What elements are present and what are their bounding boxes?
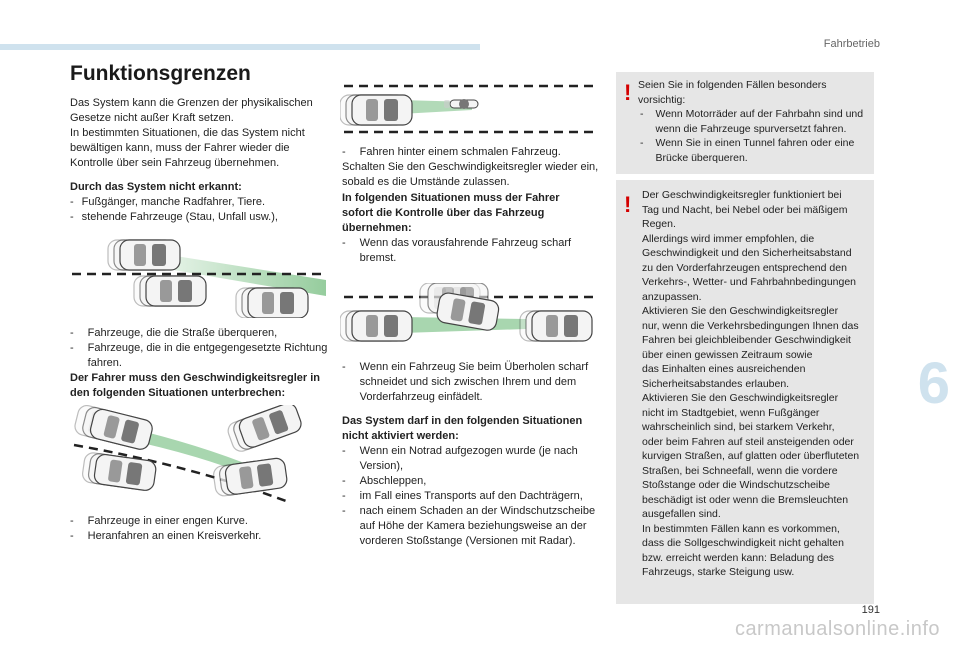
- not-detected-heading: Durch das System nicht erkannt:: [70, 181, 242, 193]
- list-item: - Wenn ein Notrad aufgezogen wurde (je nach Version),: [342, 445, 578, 472]
- stationary-vehicle: [248, 288, 308, 318]
- list-item: - Fahrzeuge, die die Straße überqueren,: [70, 327, 278, 339]
- not-active-list: [342, 444, 604, 549]
- warning-usage-text: Der Geschwindigkeitsregler funktioniert bei Tag und Nacht, bei Nebel oder bei mäßigem Regen. Allerdings wird immer empfohlen, die Geschwindigkeit und den Sicherheitsabstand zu den Vorderfahrzeugen entsprechend den Verkehrs-, Wetter- und Fahrbahnbedingungen anzupassen. Aktivieren Sie den Geschwindigkeitsregler nur, wenn die Verkehrsbedingungen Ihnen das Fahren bei gleichbleibender Geschwindigkeit über einen gewissen Zeitraum sowie das Einhalten eines ausreichenden Sicherheitsabstandes erlauben. Aktivieren Sie den Geschwindigkeitsregler nicht im Stadtgebiet, wenn Fußgänger wahrscheinlich sind, bei starkem Verkehr, oder beim Fahren auf steil ansteigenden oder kurvigen Straßen, auf glatten oder überfluteten Straßen, bei Schneefall, wenn die vordere Stoßstange oder die Windschutzscheibe beschädigt ist oder wenn die Bremsleuchten ausgefallen sind. In bestimmten Fällen kann es vorkommen, dass die Sollgeschwindigkeit nicht gehalten bzw. erreicht werden kann: Beladung des Fahrzeugs, starke Steigung usw.: [642, 189, 860, 578]
- illustration-cut-in: [340, 283, 602, 345]
- list-item: - Wenn Motorräder auf der Fahrbahn sind und wenn die Fahrzeuge spurversetzt fahren.: [640, 108, 864, 135]
- motorcycle: [444, 99, 478, 109]
- own-vehicle: [120, 240, 180, 270]
- own-vehicle: [352, 95, 412, 125]
- section-title: Fahrbetrieb: [823, 38, 880, 50]
- list-item: - stehende Fahrzeuge (Stau, Unfall usw.),: [70, 211, 278, 223]
- warning-box-caution: [616, 72, 874, 174]
- intro-paragraph: Das System kann die Grenzen der physikalischen Gesetze nicht außer Kraft setzen. In bestimmten Situationen, die das System nicht bewältigen kann, muss der Fahrer wieder die Kontrolle über sein Fahrzeug übernehmen.: [70, 97, 313, 169]
- page-number: 191: [861, 604, 880, 616]
- illustration-narrow-vehicle: [340, 80, 602, 136]
- warning-intro: Seien Sie in folgenden Fällen besonders vorsichtig:: [638, 79, 827, 106]
- own-vehicle: [89, 408, 154, 452]
- not-active-heading: Das System darf in den folgenden Situationen nicht aktiviert werden:: [342, 415, 583, 442]
- list-item: - Abschleppen,: [342, 475, 427, 487]
- list-item: - Wenn Sie in einen Tunnel fahren oder eine Brücke überqueren.: [640, 137, 855, 164]
- overtake-list: [342, 360, 604, 405]
- list-item: - Fahrzeuge in einer engen Kurve.: [70, 515, 248, 527]
- illustration-stationary-vehicles: [68, 230, 326, 318]
- curve-list: [70, 514, 332, 544]
- list-item: - nach einem Schaden an der Windschutzscheibe auf Höhe der Kamera beziehungsweise an der vorderen Stoßstange (Versionen mit Radar).: [342, 505, 596, 547]
- chapter-number: 6: [917, 351, 950, 416]
- list-item: - Wenn das vorausfahrende Fahrzeug scharf bremst.: [342, 237, 572, 264]
- interrupt-heading: Der Fahrer muss den Geschwindigkeitsregler in den folgenden Situationen unterbrechen:: [70, 372, 321, 399]
- takeover-heading: In folgenden Situationen muss der Fahrer sofort die Kontrolle über das Fahrzeug übernehmen:: [342, 192, 560, 234]
- leading-vehicle: [532, 311, 592, 341]
- list-item: - Fahren hinter einem schmalen Fahrzeug.: [342, 146, 561, 158]
- warning-icon: !: [624, 192, 632, 217]
- list-item: - Heranfahren an einen Kreisverkehr.: [70, 530, 262, 542]
- list-item: - Fahrzeuge, die in die entgegengesetzte Richtung fahren.: [70, 342, 328, 369]
- list-item: - Wenn ein Fahrzeug Sie beim Überholen scharf schneidet und sich zwischen Ihrem und dem Vorderfahrzeug einfädelt.: [342, 361, 589, 403]
- list-item: - im Fall eines Transports auf den Dachträgern,: [342, 490, 583, 502]
- watermark: carmanualsonline.info: [734, 618, 940, 640]
- own-vehicle: [352, 311, 412, 341]
- narrow-note: Schalten Sie den Geschwindigkeitsregler wieder ein, sobald es die Umstände zulassen.: [342, 161, 599, 188]
- warning-icon: !: [624, 80, 632, 105]
- narrow-list: [342, 145, 604, 160]
- not-detected-list: [70, 195, 330, 225]
- list-item: - Fußgänger, manche Radfahrer, Tiere.: [70, 196, 266, 208]
- takeover-list: [342, 236, 604, 266]
- page-title: Funktionsgrenzen: [70, 62, 251, 85]
- warning-box-usage: [616, 180, 874, 604]
- crossing-list: [70, 326, 332, 371]
- header-accent-bar: [0, 44, 480, 50]
- illustration-curve: [68, 405, 326, 505]
